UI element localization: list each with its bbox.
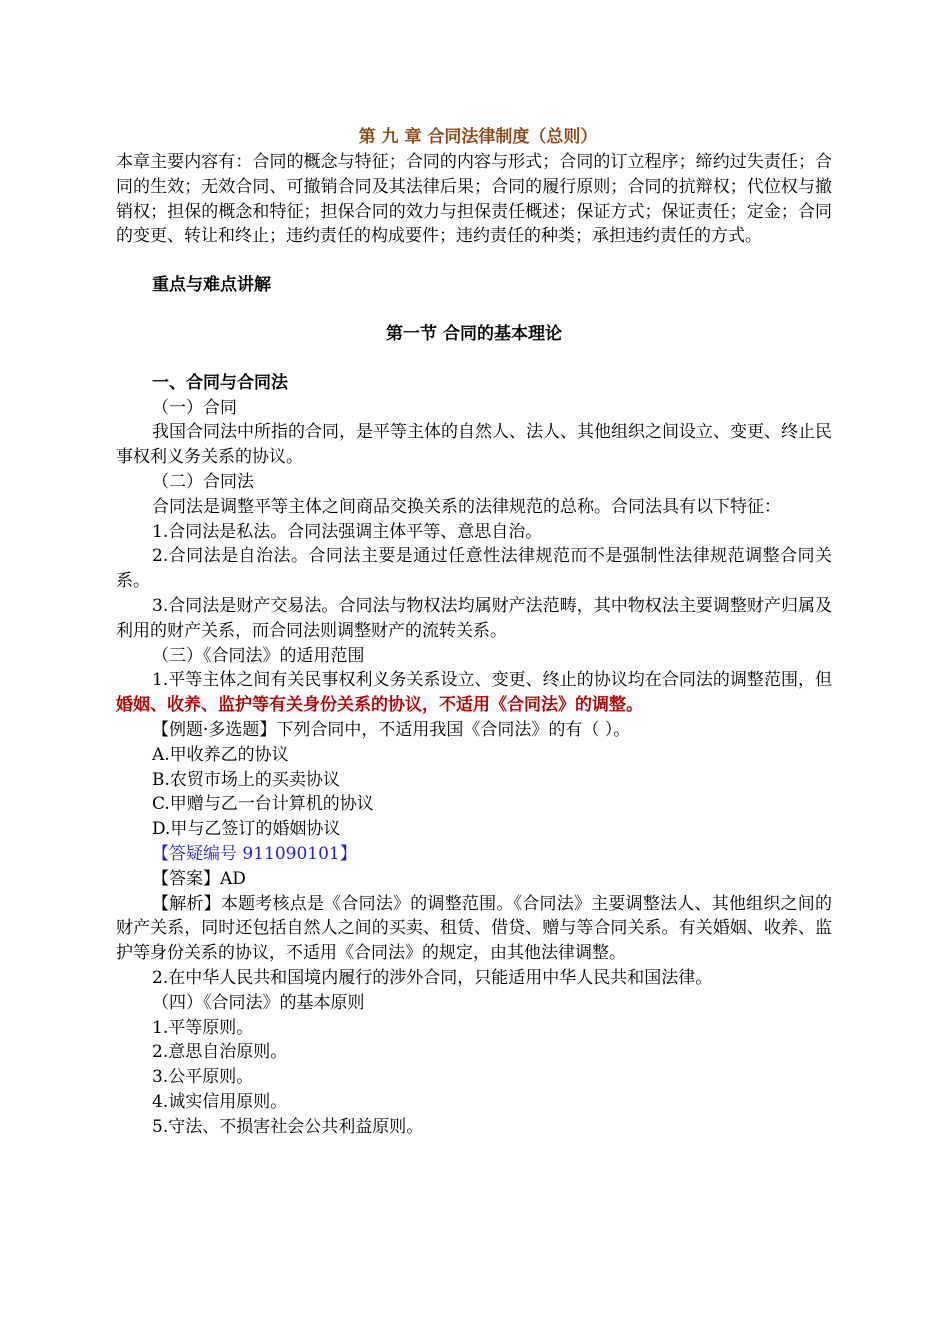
spacer	[116, 249, 832, 273]
qa-number-link[interactable]: 【答疑编号 911090101】	[152, 843, 357, 864]
sub2-item3: 3.合同法是财产交易法。合同法与物权法均属财产法范畴，其中物权法主要调整财产归属及利用的财产关系，而合同法则调整财产的流转关系。	[116, 595, 832, 641]
analysis: 【解析】本题考核点是《合同法》的调整范围。《合同法》主要调整法人、其他组织之间的财产关系，同时还包括自然人之间的买卖、租赁、借贷、赠与等合同关系。有关婚姻、收养、监护等身份关系的协议，不适用《合同法》的规定，由其他法律调整。	[116, 893, 832, 964]
sub3-item1-emphasis: 婚姻、收养、监护等有关身份关系的协议，不适用《合同法》的调整。	[116, 695, 643, 716]
option-b: B.农贸市场上的买卖协议	[152, 769, 340, 790]
section-title: 第一节 合同的基本理论	[386, 323, 562, 344]
answer: 【答案】AD	[152, 868, 246, 889]
example-question: 【例题·多选题】下列合同中，不适用我国《合同法》的有（ ）。	[152, 719, 631, 740]
sub1-text: 我国合同法中所指的合同，是平等主体的自然人、法人、其他组织之间设立、变更、终止民事权利义务关系的协议。	[116, 422, 832, 468]
sub2-text: 合同法是调整平等主体之间商品交换关系的法律规范的总称。合同法具有以下特征：	[152, 496, 781, 517]
sub3-item2: 2.在中华人民共和国境内履行的涉外合同，只能适用中华人民共和国法律。	[152, 967, 713, 988]
sub2-heading: （二）合同法	[152, 471, 254, 492]
sub3-item1	[116, 668, 832, 718]
key-points-heading: 重点与难点讲解	[152, 275, 271, 296]
sub2-item2: 2.合同法是自治法。合同法主要是通过任意性法律规范而不是强制性法律规范调整合同关系。	[116, 546, 832, 592]
sub4-heading: （四）《合同法》的基本原则	[152, 992, 365, 1013]
option-a: A.甲收养乙的协议	[152, 744, 289, 765]
chapter-intro: 本章主要内容有：合同的概念与特征；合同的内容与形式；合同的订立程序；缔约过失责任；合同的生效；无效合同、可撤销合同及其法律后果；合同的履行原则；合同的抗辩权；代位权与撤销权；担保的概念和特征；担保合同的效力与担保责任概述；保证方式；保证责任；定金；合同的变更、转让和终止；违约责任的构成要件；违约责任的种类；承担违约责任的方式。	[116, 152, 832, 247]
spacer	[116, 347, 832, 371]
option-d: D.甲与乙签订的婚姻协议	[152, 819, 341, 840]
part1-heading: 一、合同与合同法	[152, 372, 288, 393]
principle-item: 1.平等原则。	[152, 1017, 254, 1038]
chapter-title: 第 九 章 合同法律制度（总则）	[358, 127, 598, 147]
sub1-heading: （一）合同	[152, 397, 237, 418]
spacer	[116, 298, 832, 322]
sub3-heading: （三）《合同法》的适用范围	[152, 645, 365, 666]
principle-item: 3.公平原则。	[152, 1067, 254, 1088]
sub3-item1-text: 1.平等主体之间有关民事权利义务关系设立、变更、终止的协议均在合同法的调整范围，但	[152, 670, 832, 691]
principle-item: 4.诚实信用原则。	[152, 1091, 288, 1112]
document-page	[116, 125, 832, 1139]
sub2-item1: 1.合同法是私法。合同法强调主体平等、意思自治。	[152, 521, 543, 542]
option-c: C.甲赠与乙一台计算机的协议	[152, 794, 374, 815]
principle-item: 2.意思自治原则。	[152, 1042, 288, 1063]
principle-item: 5.守法、不损害社会公共利益原则。	[152, 1116, 424, 1137]
